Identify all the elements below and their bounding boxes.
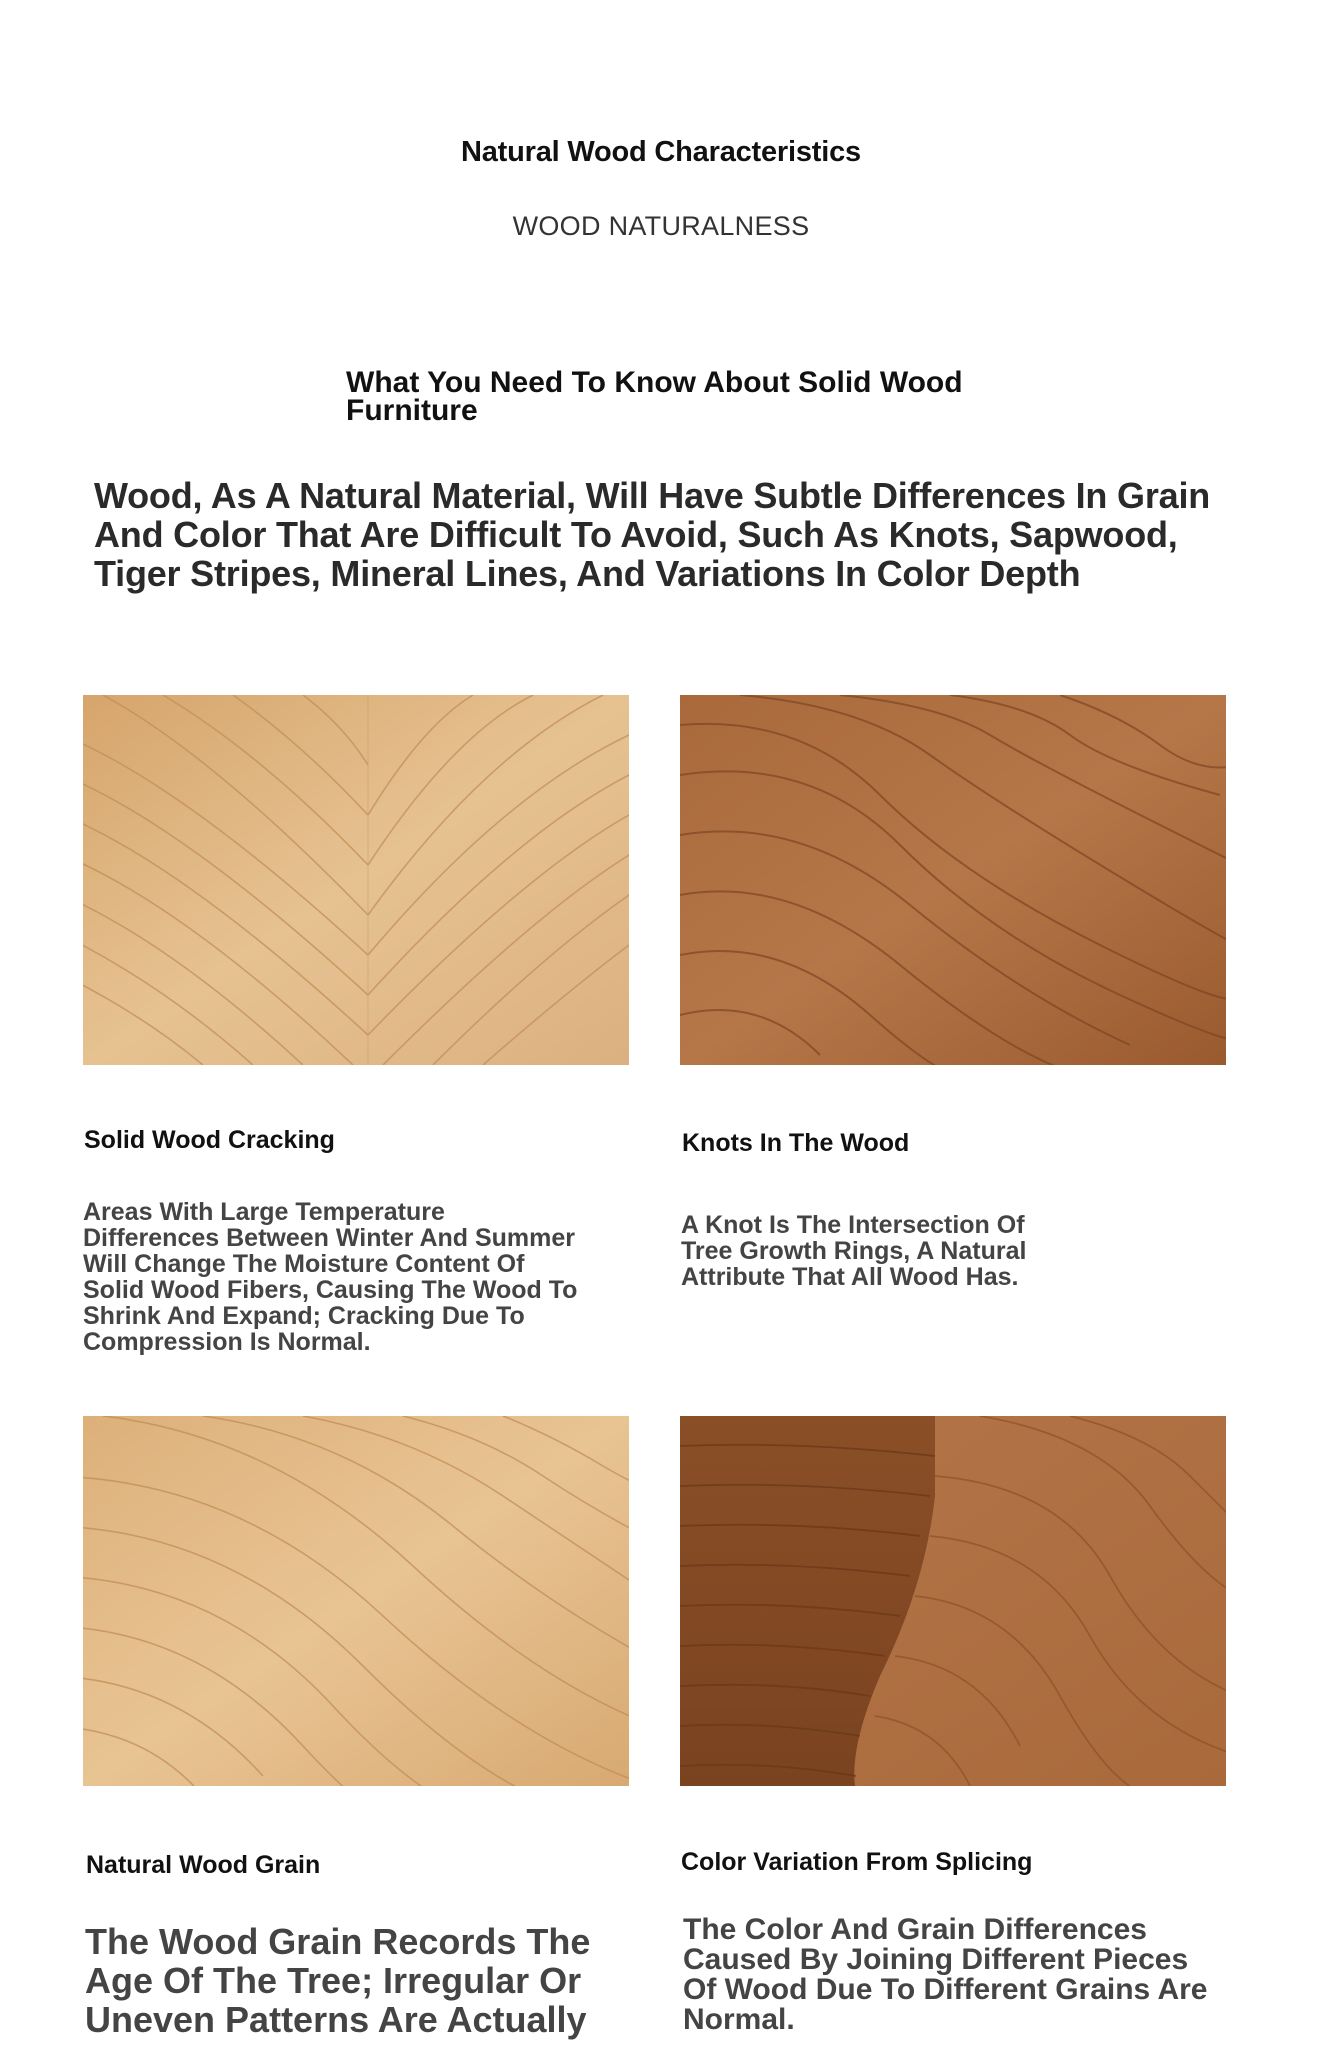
intro-heading: What You Need To Know About Solid Wood Furniture [346, 366, 963, 427]
item-title-splicing: Color Variation From Splicing [681, 1848, 1033, 1876]
item-text-knots: A Knot Is The Intersection Of Tree Growth Rings, A Natural Attribute That All Wood Has. [681, 1211, 1027, 1291]
intro-text: Wood, As A Natural Material, Will Have Subtle Differences In Grain And Color That Are Difficult To Avoid, Such As Knots, Sapwood, Tiger Stripes, Mineral Lines, And Variations In Color Depth [94, 475, 1211, 594]
item-text-splicing: The Color And Grain Differences Caused By Joining Different Pieces Of Wood Due To Different Grains Are Normal. [683, 1913, 1208, 2036]
wood-image-light-herringbone [83, 695, 629, 1065]
page-title: Natural Wood Characteristics [461, 136, 861, 168]
page-subtitle: WOOD NATURALNESS [512, 211, 810, 241]
item-title-cracking: Solid Wood Cracking [84, 1126, 335, 1154]
wood-image-dark-wave [680, 695, 1226, 1065]
item-title-grain: Natural Wood Grain [86, 1851, 321, 1879]
item-text-grain: The Wood Grain Records The Age Of The Tree; Irregular Or Uneven Patterns Are Actually [85, 1921, 591, 2040]
wood-image-light-diagonal [83, 1416, 629, 1786]
wood-image-spliced [680, 1416, 1226, 1786]
item-title-knots: Knots In The Wood [682, 1129, 910, 1157]
item-text-cracking: Areas With Large Temperature Differences Between Winter And Summer Will Change The Moisture Content Of Solid Wood Fibers, Causing The Wood To Shrink And Expand; Cracking Due To Compression Is Normal. [83, 1198, 578, 1356]
